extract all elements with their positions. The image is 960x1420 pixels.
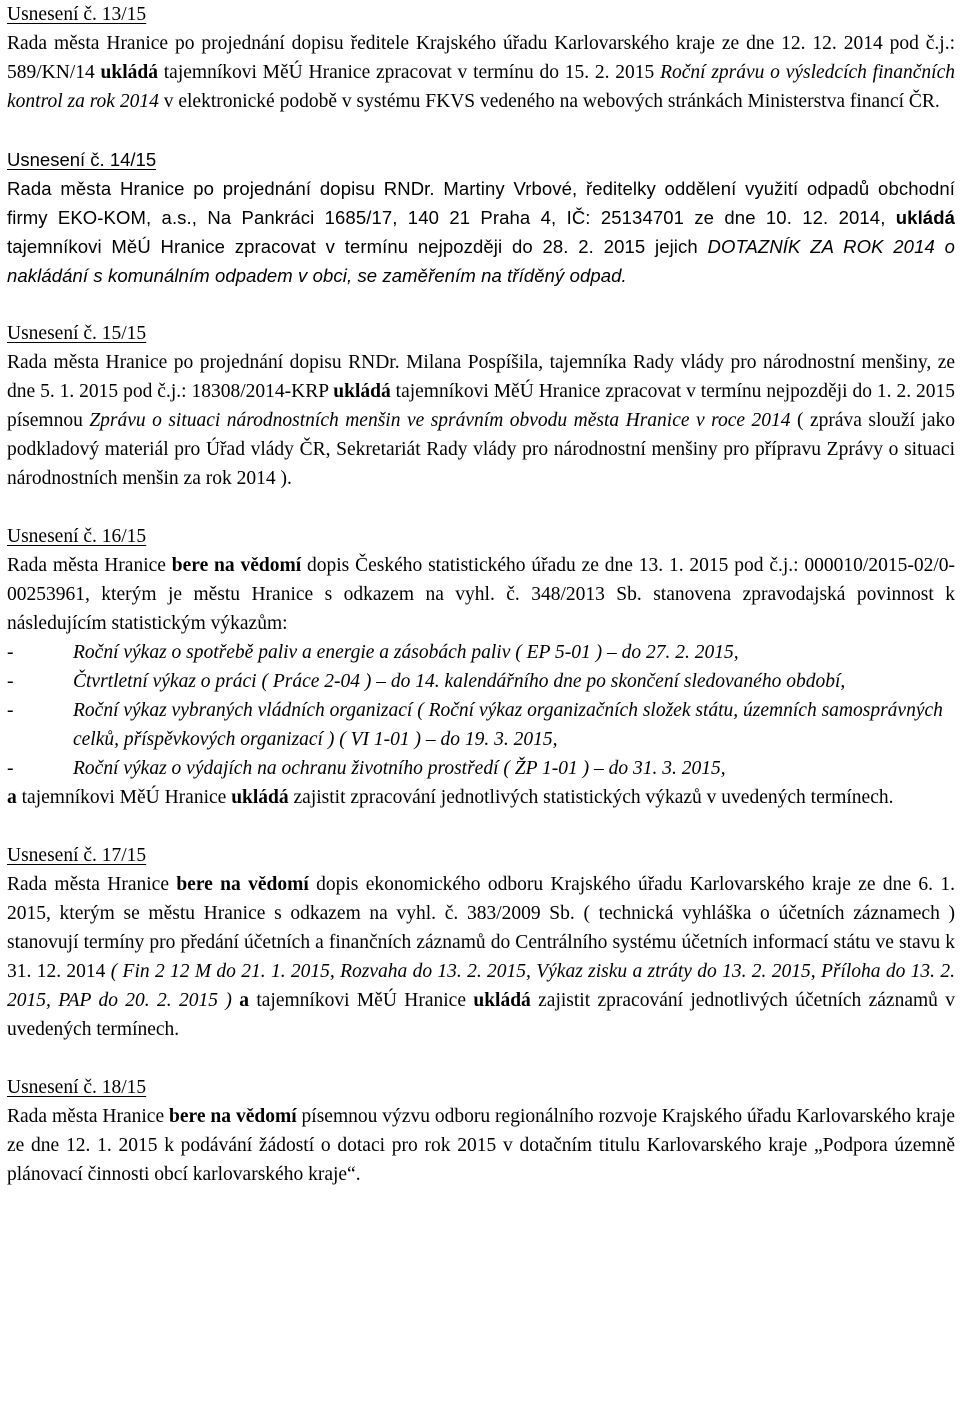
bold-run: ukládá [895, 207, 955, 228]
text-run: tajemníkovi MěÚ Hranice [16, 787, 232, 808]
resolution-heading: Usnesení č. 15/15 [7, 323, 147, 344]
dash-bullet: - [7, 642, 14, 663]
bold-run: ukládá [333, 381, 391, 402]
bold-run: a [7, 787, 17, 808]
resolution-17 [7, 841, 955, 1044]
bold-run: ukládá [100, 62, 158, 83]
text-run: dopis ekonomického odboru Krajského úřadu Karlovarského kraje ze dne 6. 1. 2015, kterým se městu Hranice s odkazem na vyhl. č. 383/2009 Sb. ( technická vyhláška o účetních záznamech ) stanovují termíny pro předání účetních a finančních záznamů do Centrálního systému účetních informací státu ve stavu k 31. 12. 2014 [7, 874, 955, 982]
text-run: zajistit zpracování jednotlivých statistických výkazů v uvedených termínech. [288, 787, 894, 808]
italic-run: DOTAZNÍK ZA ROK 2014 o nakládání s komunálním odpadem v obci, se zaměřením na tříděný odpad. [7, 236, 955, 286]
resolution-text [7, 348, 955, 493]
text-run: Rada města Hranice po projednání dopisu RNDr. Martiny Vrbové, ředitelky oddělení využití odpadů obchodní firmy EKO-KOM, a.s., Na Pankráci 1685/17, 140 21 Praha 4, IČ: 25134701 ze dne 10. 12. 2014, [7, 178, 955, 228]
dash-bullet: - [7, 700, 14, 721]
list-item [7, 638, 955, 667]
bold-run: bere na vědomí [171, 555, 302, 576]
bold-run: ukládá [231, 787, 289, 808]
resolution-heading: Usnesení č. 17/15 [7, 845, 147, 866]
list-item [7, 696, 955, 754]
italic-run: ( Fin 2 12 M do 21. 1. 2015, Rozvaha do 13. 2. 2015, Výkaz zisku a ztráty do 13. 2. 2015, Příloha do 13. 2. 2015, PAP do 20. 2. 2015 ) [7, 961, 955, 1011]
italic-run: Čtvrtletní výkaz o práci ( Práce 2-04 ) – do 14. kalendářního dne po skončení sledovaného období, [73, 671, 846, 692]
resolution-text [7, 783, 955, 812]
resolution-15 [7, 319, 955, 493]
text-run: písemnou výzvu odboru regionálního rozvoje Krajského úřadu Karlovarského kraje ze dne 12. 1. 2015 k podávání žádostí o dotaci pro rok 2015 v dotačním titulu Karlovarského kraje „Podpora územně plánovací činnosti obcí karlovarského kraje“. [7, 1106, 956, 1185]
dash-bullet: - [7, 671, 14, 692]
italic-run: Zprávu o situaci národnostních menšin ve správním obvodu města Hranice v roce 2014 [89, 410, 791, 431]
dash-bullet: - [7, 758, 14, 779]
resolution-text [7, 29, 955, 116]
text-run: ( zpráva slouží jako podkladový materiál pro Úřad vlády ČR, Sekretariát Rady vlády pro národnostní menšiny pro přípravu Zprávy o situaci národnostních menšin za rok 2014 ). [7, 410, 956, 489]
text-run: Rada města Hranice [7, 874, 177, 895]
resolution-heading: Usnesení č. 16/15 [7, 526, 147, 547]
italic-run: Roční výkaz o spotřebě paliv a energie a zásobách paliv ( EP 5-01 ) – do 27. 2. 2015, [73, 642, 739, 663]
bold-run: a [239, 990, 249, 1011]
text-run: Rada města Hranice po projednání dopisu RNDr. Milana Pospíšila, tajemníka Rady vlády pro národnostní menšiny, ze dne 5. 1. 2015 pod č.j.: 18308/2014-KRP [7, 352, 955, 402]
bold-run: bere na vědomí [176, 874, 309, 895]
text-run: tajemníkovi MěÚ Hranice zpracovat v termínu do 15. 2. 2015 [157, 62, 661, 83]
resolution-heading: Usnesení č. 14/15 [7, 149, 157, 170]
resolution-18 [7, 1073, 955, 1189]
text-run: tajemníkovi MěÚ Hranice zpracovat v termínu nejpozději do 1. 2. 2015 písemnou [7, 381, 955, 431]
statistical-reports-list [7, 638, 955, 783]
resolution-heading: Usnesení č. 13/15 [7, 4, 147, 25]
document-page [7, 0, 955, 1189]
resolution-text [7, 870, 955, 1044]
text-run: Rada města Hranice [7, 1106, 170, 1127]
text-run: Rada města Hranice po projednání dopisu ředitele Krajského úřadu Karlovarského kraje ze dne 12. 12. 2014 pod č.j.: 589/KN/14 [7, 33, 955, 83]
text-run: tajemníkovi MěÚ Hranice zpracovat v termínu nejpozději do 28. 2. 2015 jejich [7, 236, 708, 257]
text-run: Rada města Hranice [7, 555, 172, 576]
resolution-text [7, 551, 955, 638]
italic-run: Roční výkaz o výdajích na ochranu životního prostředí ( ŽP 1-01 ) – do 31. 3. 2015, [73, 758, 726, 779]
text-run: zajistit zpracování jednotlivých účetních záznamů v uvedených termínech. [7, 990, 956, 1040]
italic-run: Roční výkaz vybraných vládních organizací ( Roční výkaz organizačních složek státu, územních samosprávných celků, příspěvkových organizací ) ( VI 1-01 ) – do 19. 3. 2015, [73, 700, 943, 750]
resolution-heading: Usnesení č. 18/15 [7, 1077, 147, 1098]
list-item [7, 667, 955, 696]
bold-run: ukládá [473, 990, 531, 1011]
text-run: tajemníkovi MěÚ Hranice [248, 990, 474, 1011]
italic-run: Roční zprávu o výsledcích finančních kontrol za rok 2014 [7, 62, 955, 112]
text-run: dopis Českého statistického úřadu ze dne 13. 1. 2015 pod č.j.: 000010/2015-02/0-00253961, kterým je městu Hranice s odkazem na vyhl. č. 348/2013 Sb. stanovena zpravodajská povinnost k následujícím statistickým výkazům: [7, 555, 955, 634]
resolution-16 [7, 522, 955, 812]
resolution-text [7, 1102, 955, 1189]
text-run: v elektronické podobě v systému FKVS vedeného na webových stránkách Ministerstva financí ČR. [158, 91, 940, 112]
resolution-13 [7, 0, 955, 116]
resolution-text [7, 174, 955, 290]
bold-run: bere na vědomí [169, 1106, 297, 1127]
list-item [7, 754, 955, 783]
resolution-14 [7, 145, 955, 290]
